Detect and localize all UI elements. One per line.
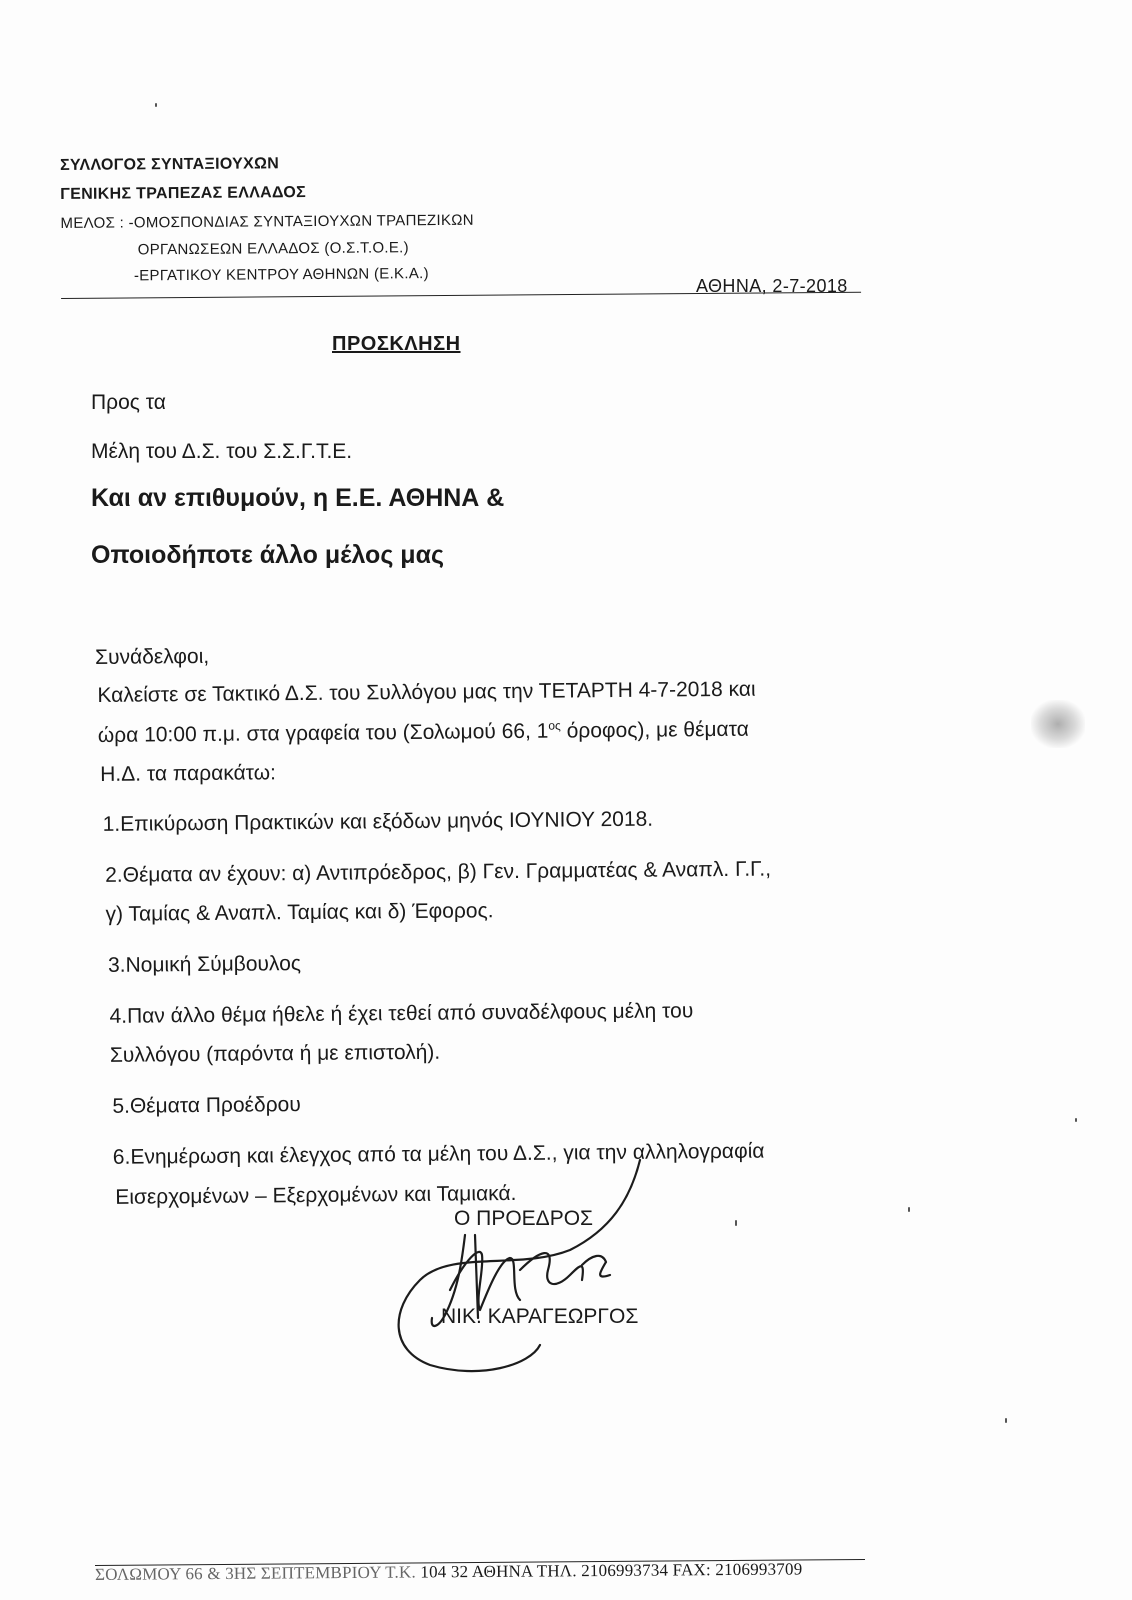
- signatory-role: Ο ΠΡΟΕΔΡΟΣ: [454, 1207, 594, 1230]
- footer-address-street: ΣΟΛΩΜΟΥ 66 & 3ΗΣ ΣΕΠΤΕΜΒΡΙΟΥ Τ.Κ.: [95, 1562, 416, 1584]
- org-name-line1: ΣΥΛΛΟΓΟΣ ΣΥΝΤΑΞΙΟΥΧΩΝ: [59, 155, 280, 174]
- scan-speck: [735, 1220, 737, 1226]
- membership-line2: ΟΡΓΑΝΩΣΕΩΝ ΕΛΛΑΔΟΣ (Ο.Σ.Τ.Ο.Ε.): [137, 239, 409, 259]
- document-date: ΑΘΗΝΑ, 2-7-2018: [696, 276, 848, 296]
- intro-line2: [98, 717, 749, 748]
- membership-line3: -ΕΡΓΑΤΙΚΟΥ ΚΕΝΤΡΟΥ ΑΘΗΝΩΝ (Ε.Κ.Α.): [133, 265, 429, 285]
- scan-smudge: [1031, 700, 1085, 748]
- scan-speck: [155, 103, 157, 107]
- agenda-item-6-line2: Εισερχομένων – Εξερχομένων και Ταμιακά.: [115, 1181, 517, 1209]
- agenda-item-2-line1: 2.Θέματα αν έχουν: α) Αντιπρόεδρος, β) Γεν. Γραμματέας & Αναπλ. Γ.Γ.,: [105, 857, 772, 887]
- org-name-line2: ΓΕΝΙΚΗΣ ΤΡΑΠΕΖΑΣ ΕΛΛΑΔΟΣ: [60, 184, 307, 203]
- membership-line1: ΜΕΛΟΣ : -ΟΜΟΣΠΟΝΔΙΑΣ ΣΥΝΤΑΞΙΟΥΧΩΝ ΤΡΑΠΕΖΙΚΩΝ: [60, 211, 474, 232]
- agenda-item-2-line2: γ) Ταμίας & Αναπλ. Ταμίας και δ) Έφορος.: [105, 899, 494, 926]
- recipient-committee: Και αν επιθυμούν, η Ε.Ε. ΑΘΗΝΑ &: [91, 484, 505, 512]
- footer-address-contacts: 104 32 ΑΘΗΝΑ ΤΗΛ. 2106993734 FAX: 2106993709: [420, 1559, 803, 1582]
- intro-line1: Καλείστε σε Τακτικό Δ.Σ. του Συλλόγου μας την ΤΕΤΑΡΤΗ 4-7-2018 και: [97, 677, 756, 707]
- recipient-members: Οποιοδήποτε άλλο μέλος μας: [91, 541, 444, 569]
- scan-speck: [1075, 1118, 1077, 1122]
- agenda-item-4-line2: Συλλόγου (παρόντα ή με επιστολή).: [109, 1040, 441, 1067]
- greeting: Συνάδελφοι,: [94, 644, 210, 669]
- scan-speck: [1005, 1418, 1007, 1423]
- handwritten-signature: [370, 1140, 670, 1390]
- intro-line2-end: όροφος), με θέματα: [560, 717, 749, 743]
- agenda-item-6-line1: 6.Ενημέρωση και έλεγχος από τα μέλη του Δ.Σ., για την αλληλογραφία: [112, 1139, 765, 1169]
- agenda-item-3: 3.Νομική Σύμβουλος: [107, 952, 302, 977]
- agenda-item-4-line1: 4.Παν άλλο θέμα ήθελε ή έχει τεθεί από συναδέλφους μέλη του: [109, 999, 694, 1028]
- document-title: ΠΡΟΣΚΛΗΣΗ: [332, 333, 461, 355]
- intro-line3: Η.Δ. τα παρακάτω:: [100, 761, 277, 786]
- scan-speck: [908, 1207, 910, 1212]
- recipient-intro: Προς τα: [91, 391, 166, 414]
- signatory-name: ΝΙΚ. ΚΑΡΑΓΕΩΡΓΟΣ: [441, 1305, 639, 1328]
- agenda-item-1: 1.Επικύρωση Πρακτικών και εξόδων μηνός ΙΟΥΝΙΟΥ 2018.: [102, 807, 654, 836]
- agenda-item-5: 5.Θέματα Προέδρου: [112, 1093, 301, 1118]
- intro-line2-start: ώρα 10:00 π.μ. στα γραφεία του (Σολωμού 66, 1: [97, 719, 549, 747]
- floor-ordinal: ος: [548, 718, 561, 733]
- recipient-board: Μέλη του Δ.Σ. του Σ.Σ.Γ.Τ.Ε.: [91, 440, 353, 463]
